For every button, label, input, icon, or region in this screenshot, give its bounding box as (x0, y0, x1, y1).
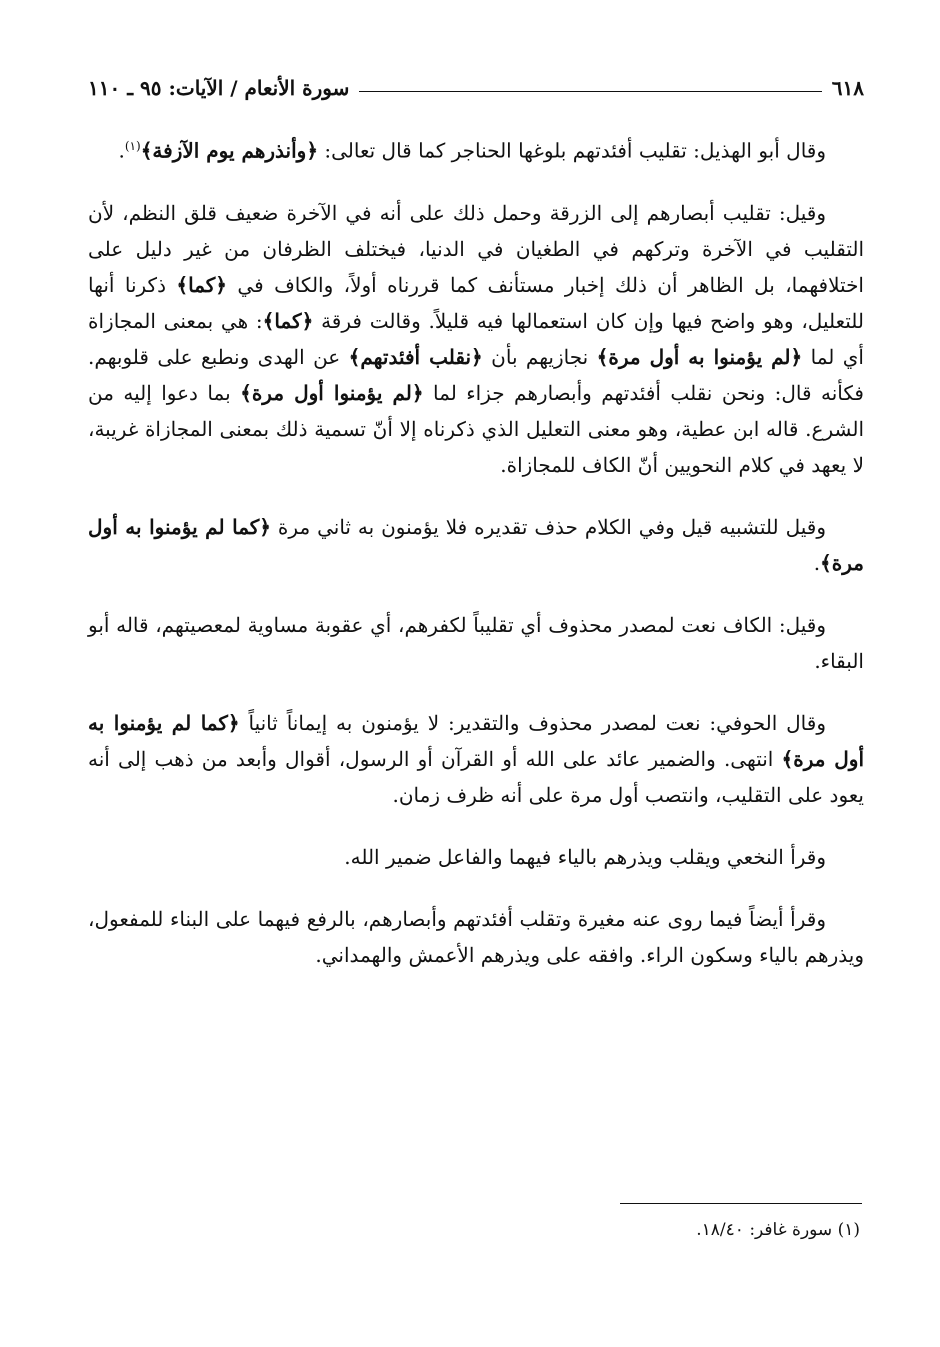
text-run: وقيل للتشبيه قيل وفي الكلام حذف تقديره فلا يؤمنون به ثاني مرة (271, 514, 826, 539)
running-title: سورة الأنعام / الآيات: ٩٥ ـ ١١٠ (88, 76, 350, 100)
page-header (88, 70, 864, 106)
text-run: . (813, 550, 821, 575)
paragraph (88, 839, 864, 875)
quran-quote: ﴿لم يؤمنوا أول مرة﴾ (240, 380, 424, 405)
text-run: نجازيهم بأن (482, 344, 597, 369)
quran-quote: ﴿كما﴾ (176, 272, 228, 297)
footnote-rule (620, 1203, 862, 1204)
main-text (88, 128, 864, 999)
paragraph (88, 195, 864, 483)
text-run: : هي بمعنى المجازاة أي لما (88, 308, 864, 369)
text-run: عن الهدى ونطبع على قلوبهم. فكأنه قال: ونحن نقلب أفئدتهم وأبصارهم جزاء لما (88, 344, 864, 405)
text-run: ذكرنا أنها للتعليل، وهو واضح فيها وإن كان استعمالها فيه قليلاً. وقالت فرقة (88, 272, 865, 333)
quran-quote: ﴿لم يؤمنوا به أول مرة﴾ (596, 344, 803, 369)
text-run: . (118, 138, 125, 163)
text-run: وقيل: الكاف نعت لمصدر محذوف أي تقليباً لكفرهم، أي عقوبة مساوية لمعصيتهم، قاله أبو البقاء. (88, 612, 864, 673)
text-run: وقرأ النخعي ويقلب ويذرهم بالياء فيهما والفاعل ضمير الله. (344, 844, 826, 869)
paragraph (88, 607, 864, 679)
paragraph (88, 509, 864, 581)
text-run: انتهى. والضمير عائد على الله أو القرآن أو الرسول، أقوال وأبعد من ذهب إلى أنه يعود على التقليب، وانتصب أول مرة على أنه ظرف زمان. (88, 746, 864, 807)
text-run: وقال الحوفي: نعت لمصدر محذوف والتقدير: لا يؤمنون به إيماناً ثانياً (239, 710, 826, 735)
footnote-marker: (١) (124, 139, 141, 153)
text-run: وقيل: تقليب أبصارهم إلى الزرقة وحمل ذلك على أنه في الآخرة ضعيف قلق النظم، لأن التقليب في الآخرة وتركهم في الطغيان في الدنيا، فيختلف الظرفان من غير دليل على اختلافهما، بل الظاهر أن ذلك إخبار مستأنف كما قررناه أولاً، والكاف في (88, 200, 865, 297)
text-run: بما دعوا إليه من الشرع. قاله ابن عطية، وهو معنى التعليل الذي ذكرناه إلا أنّ تسمية ذلك بمعنى المجازاة غريبة، لا يعهد في كلام النحويين أنّ الكاف للمجازاة. (88, 380, 864, 477)
page-number: ٦١٨ (831, 76, 864, 100)
quran-quote: ﴿نقلب أفئدتهم﴾ (348, 344, 483, 369)
quran-quote: ﴿كما لم يؤمنوا به أول مرة﴾ (88, 710, 865, 771)
text-run: وقرأ أيضاً فيما روى عنه مغيرة وتقلب أفئدتهم وأبصارهم، بالرفع فيهما على البناء للمفعول، ويذرهم بالياء وسكون الراء. وافقه على ويذرهم الأعمش والهمداني. (88, 906, 864, 967)
quran-quote: ﴿كما﴾ (262, 308, 314, 333)
paragraph (88, 128, 864, 169)
quran-quote: ﴿كما لم يؤمنوا به أول مرة﴾ (88, 514, 864, 575)
paragraph (88, 705, 864, 813)
text-run: وقال أبو الهذيل: تقليب أفئدتهم بلوغها الحناجر كما قال تعالى: (318, 138, 826, 163)
footnote: (١) سورة غافر: ١٨/٤٠. (696, 1220, 860, 1240)
header-rule (359, 91, 821, 92)
quran-quote: ﴿وأنذرهم يوم الآزفة﴾ (140, 138, 319, 163)
paragraph (88, 901, 864, 973)
